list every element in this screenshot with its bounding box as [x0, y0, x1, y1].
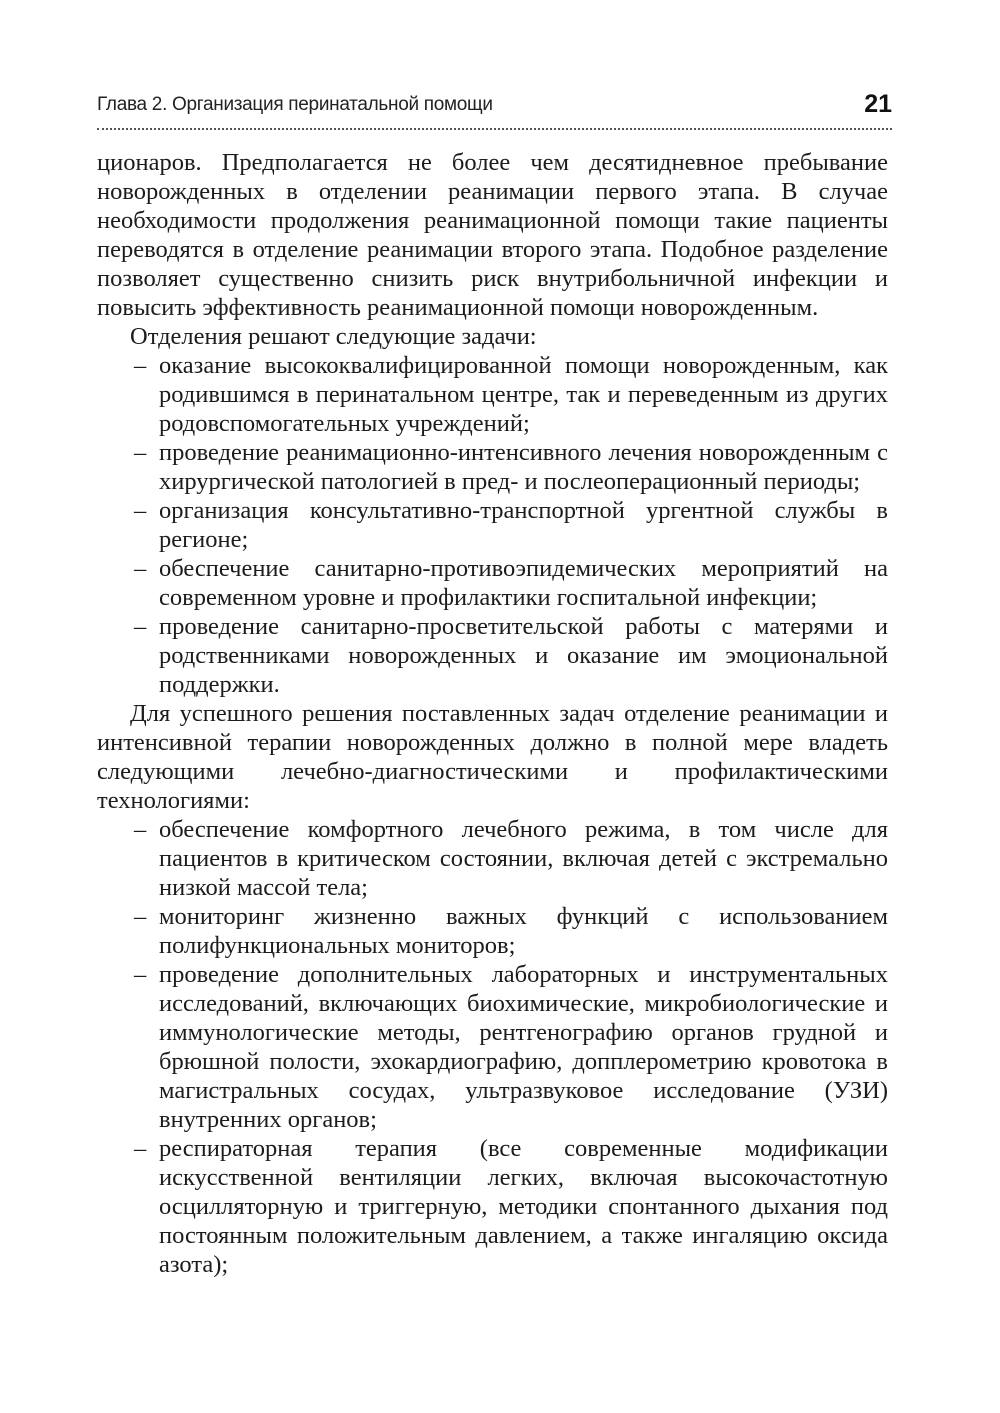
paragraph-tasks-intro: Отделения решают следующие задачи: [130, 323, 537, 350]
list-item [97, 612, 888, 699]
page-body [97, 148, 888, 1279]
list-item [97, 351, 888, 438]
technologies-list [97, 815, 888, 1279]
tasks-list [97, 351, 888, 699]
list-item [97, 496, 888, 554]
list-item [97, 1134, 888, 1279]
list-dash: – [134, 352, 147, 379]
list-item-text: проведение санитарно-просветительской работы с матерями и родственниками новорожденных и оказание им эмоциональной поддержки. [159, 613, 888, 698]
list-dash: – [134, 961, 147, 988]
list-item-text: мониторинг жизненно важных функций с использованием полифункциональных мониторов; [159, 903, 888, 959]
list-item-text: обеспечение санитарно-противоэпидемических мероприятий на современном уровне и профилактики госпитальной инфекции; [159, 555, 888, 611]
list-item-text: оказание высококвалифицированной помощи новорожденным, как родившимся в перинатальном центре, так и переведенным из других родовспомогательных учреждений; [159, 352, 888, 437]
list-item-text: проведение реанимационно-интенсивного лечения новорожденным с хирургической патологией в пред- и послеоперационный периоды; [159, 439, 888, 495]
paragraph-technologies-intro: Для успешного решения поставленных задач отделение реанимации и интенсивной терапии новорожденных должно в полной мере владеть следующими лечебно-диагностическими и профилактическими технологиями: [97, 700, 888, 814]
list-item-text: респираторная терапия (все современные модификации искусственной вентиляции легких, включая высокочастотную осцилляторную и триггерную, методики спонтанного дыхания под постоянным положительным давлением, а также ингаляцию оксида азота); [159, 1135, 888, 1278]
list-item-text: организация консультативно-транспортной ургентной службы в регионе; [159, 497, 888, 553]
list-dash: – [134, 555, 147, 582]
list-item-text: проведение дополнительных лабораторных и инструментальных исследований, включающих биохимические, микробиологические и иммунологические методы, рентгенографию органов грудной и брюшной полости, эхокардиографию, допплерометрию кровотока в магистральных сосудах, ультразвуковое исследование (УЗИ) внутренних органов; [159, 961, 888, 1133]
list-item [97, 960, 888, 1134]
running-header [97, 88, 892, 130]
chapter-title: Глава 2. Организация перинатальной помощи [97, 94, 493, 115]
list-item [97, 554, 888, 612]
list-dash: – [134, 1135, 147, 1162]
list-item-text: обеспечение комфортного лечебного режима, в том числе для пациентов в критическом состоянии, включая детей с экстремально низкой массой тела; [159, 816, 888, 901]
list-dash: – [134, 439, 147, 466]
list-dash: – [134, 497, 147, 524]
list-dash: – [134, 613, 147, 640]
list-item [97, 902, 888, 960]
list-item [97, 438, 888, 496]
list-dash: – [134, 816, 147, 843]
page-number: 21 [864, 90, 892, 118]
list-item [97, 815, 888, 902]
list-dash: – [134, 903, 147, 930]
paragraph-continuation: ционаров. Предполагается не более чем десятидневное пребывание новорожденных в отделении реанимации первого этапа. В случае необходимости продолжения реанимационной помощи такие пациенты переводятся в отделение реанимации второго этапа. Подобное разделение позволяет существенно снизить риск внутрибольничной инфекции и повысить эффективность реанимационной помощи новорожденным. [97, 149, 888, 321]
